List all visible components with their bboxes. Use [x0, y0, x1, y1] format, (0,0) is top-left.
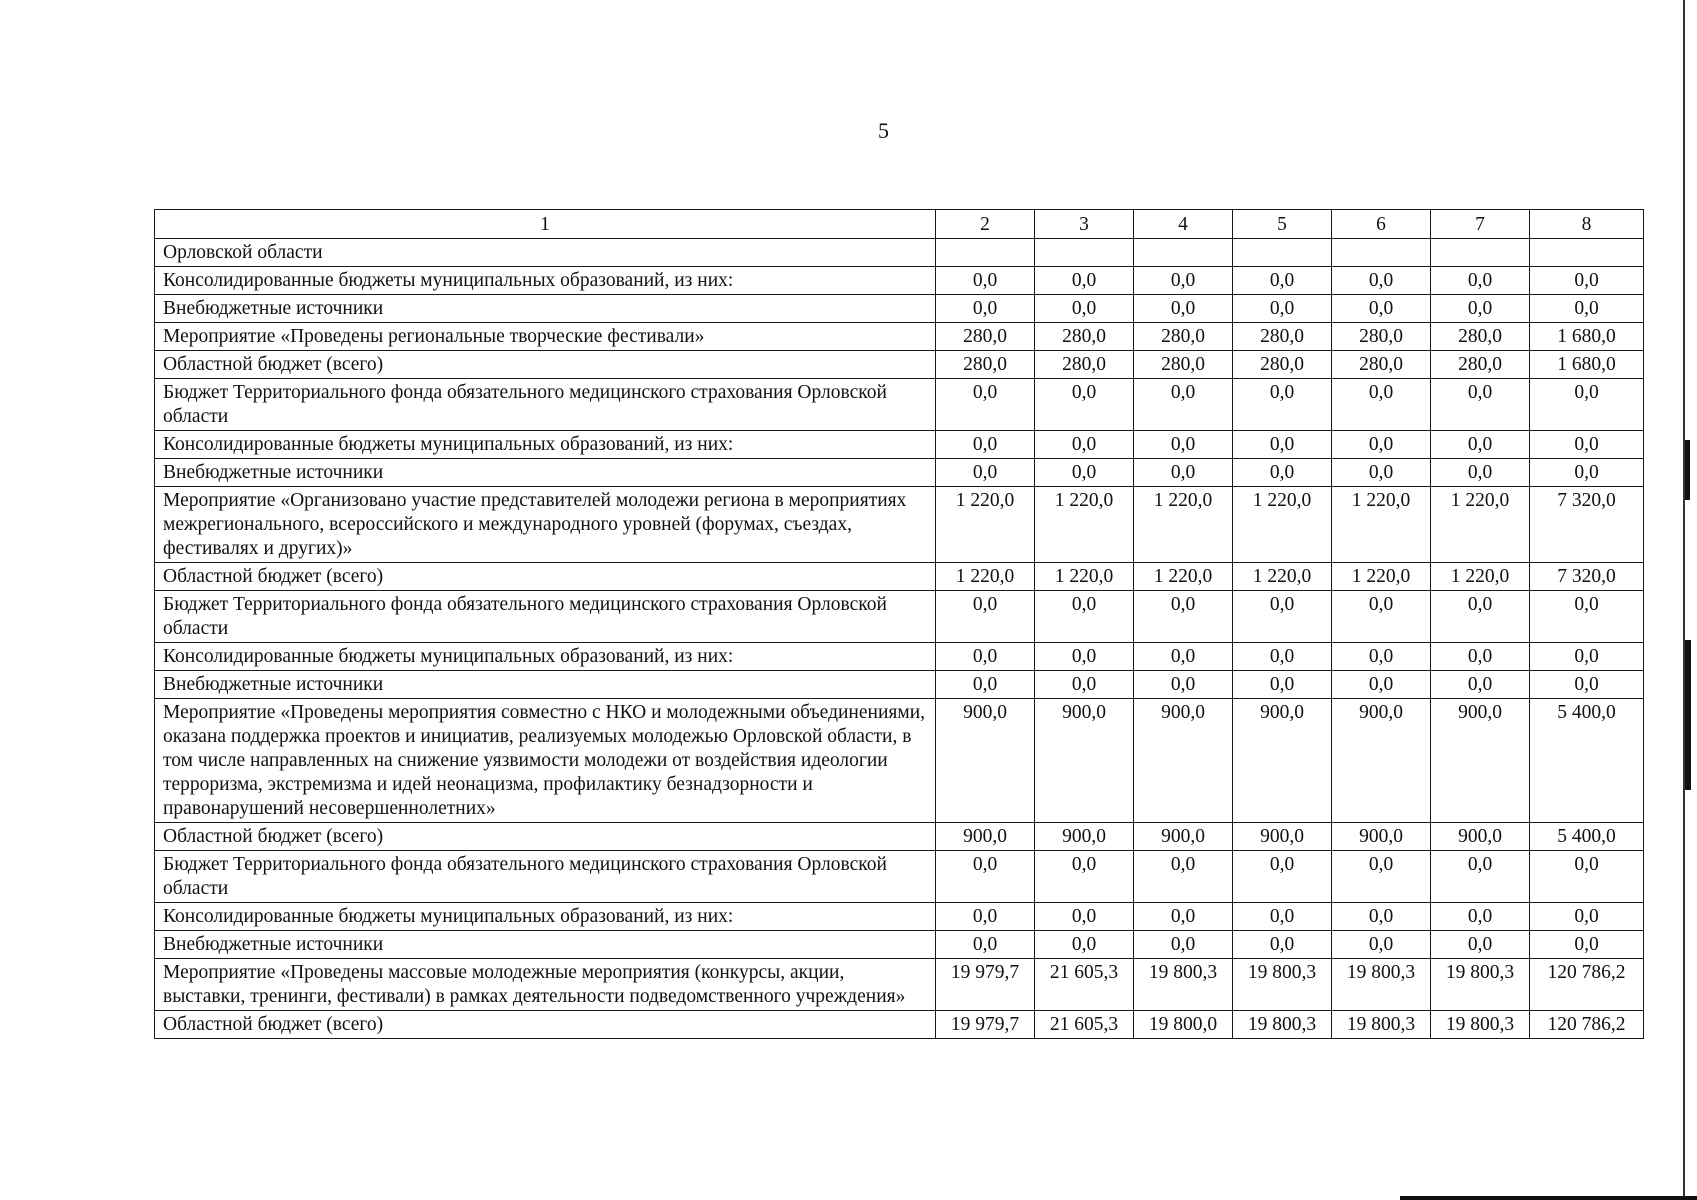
- row-value-col-8: 0,0: [1530, 295, 1644, 323]
- scan-edge-line: [1683, 0, 1685, 1200]
- row-value-col-8: 0,0: [1530, 591, 1644, 643]
- row-value-col-7: 0,0: [1431, 459, 1530, 487]
- row-label: Мероприятие «Проведены региональные творческие фестивали»: [155, 323, 936, 351]
- row-value-col-8: [1530, 239, 1644, 267]
- row-value-col-6: 900,0: [1332, 699, 1431, 823]
- row-value-col-2: 0,0: [936, 903, 1035, 931]
- scan-edge-mark: [1400, 1196, 1697, 1200]
- scan-edge-mark: [1685, 440, 1690, 500]
- table-row: [155, 931, 1644, 959]
- row-value-col-4: 0,0: [1134, 379, 1233, 431]
- row-value-col-4: 900,0: [1134, 699, 1233, 823]
- row-value-col-3: 900,0: [1035, 699, 1134, 823]
- row-value-col-5: 19 800,3: [1233, 1011, 1332, 1039]
- table-row: [155, 903, 1644, 931]
- row-value-col-3: 1 220,0: [1035, 487, 1134, 563]
- row-value-col-4: 19 800,0: [1134, 1011, 1233, 1039]
- table-row: [155, 487, 1644, 563]
- row-label: Мероприятие «Проведены мероприятия совместно с НКО и молодежными объединениями, оказана поддержка проектов и инициатив, реализуемых молодежью Орловской области, в том числе направленных на снижение уязвимости молодежи от воздействия идеологии терроризма, экстремизма и идей неонацизма, профилактику безнадзорности и правонарушений несовершеннолетних»: [155, 699, 936, 823]
- row-value-col-3: 280,0: [1035, 323, 1134, 351]
- row-value-col-8: 0,0: [1530, 431, 1644, 459]
- row-value-col-6: 0,0: [1332, 459, 1431, 487]
- row-value-col-8: 0,0: [1530, 903, 1644, 931]
- row-value-col-7: 900,0: [1431, 699, 1530, 823]
- table-row: [155, 323, 1644, 351]
- row-value-col-6: 0,0: [1332, 295, 1431, 323]
- row-label: Орловской области: [155, 239, 936, 267]
- row-value-col-2: 900,0: [936, 699, 1035, 823]
- row-value-col-4: 0,0: [1134, 671, 1233, 699]
- row-value-col-6: 19 800,3: [1332, 1011, 1431, 1039]
- column-header-3: 3: [1035, 210, 1134, 239]
- column-header-1: 1: [155, 210, 936, 239]
- row-value-col-3: 0,0: [1035, 931, 1134, 959]
- row-label: Бюджет Территориального фонда обязательного медицинского страхования Орловской области: [155, 379, 936, 431]
- row-value-col-5: 19 800,3: [1233, 959, 1332, 1011]
- row-value-col-3: 0,0: [1035, 591, 1134, 643]
- row-value-col-2: 0,0: [936, 459, 1035, 487]
- row-value-col-7: 0,0: [1431, 903, 1530, 931]
- row-value-col-8: 0,0: [1530, 851, 1644, 903]
- row-value-col-2: 900,0: [936, 823, 1035, 851]
- row-value-col-7: 0,0: [1431, 295, 1530, 323]
- row-value-col-4: 280,0: [1134, 323, 1233, 351]
- table-body: [155, 239, 1644, 1039]
- table-row: [155, 851, 1644, 903]
- row-label: Внебюджетные источники: [155, 931, 936, 959]
- row-value-col-8: 5 400,0: [1530, 823, 1644, 851]
- row-value-col-7: [1431, 239, 1530, 267]
- table-row: [155, 351, 1644, 379]
- row-value-col-6: 0,0: [1332, 903, 1431, 931]
- row-value-col-3: 0,0: [1035, 851, 1134, 903]
- row-value-col-3: 0,0: [1035, 643, 1134, 671]
- row-value-col-7: 19 800,3: [1431, 1011, 1530, 1039]
- row-value-col-7: 0,0: [1431, 267, 1530, 295]
- row-value-col-4: 0,0: [1134, 643, 1233, 671]
- row-value-col-5: 1 220,0: [1233, 563, 1332, 591]
- scan-edge-mark: [1685, 640, 1691, 790]
- row-label: Консолидированные бюджеты муниципальных образований, из них:: [155, 267, 936, 295]
- row-value-col-4: 0,0: [1134, 459, 1233, 487]
- row-value-col-4: 0,0: [1134, 851, 1233, 903]
- row-value-col-2: 0,0: [936, 267, 1035, 295]
- row-label: Консолидированные бюджеты муниципальных образований, из них:: [155, 431, 936, 459]
- row-value-col-7: 0,0: [1431, 643, 1530, 671]
- column-header-6: 6: [1332, 210, 1431, 239]
- row-value-col-7: 1 220,0: [1431, 563, 1530, 591]
- row-label: Консолидированные бюджеты муниципальных образований, из них:: [155, 903, 936, 931]
- row-value-col-2: 0,0: [936, 931, 1035, 959]
- row-value-col-5: 0,0: [1233, 295, 1332, 323]
- row-value-col-8: 120 786,2: [1530, 959, 1644, 1011]
- row-value-col-7: 1 220,0: [1431, 487, 1530, 563]
- row-value-col-8: 7 320,0: [1530, 487, 1644, 563]
- row-value-col-2: 0,0: [936, 379, 1035, 431]
- row-value-col-8: 0,0: [1530, 379, 1644, 431]
- column-header-5: 5: [1233, 210, 1332, 239]
- row-value-col-3: 0,0: [1035, 459, 1134, 487]
- row-value-col-5: 0,0: [1233, 267, 1332, 295]
- row-value-col-5: 0,0: [1233, 459, 1332, 487]
- row-value-col-7: 0,0: [1431, 591, 1530, 643]
- row-label: Внебюджетные источники: [155, 671, 936, 699]
- row-value-col-5: 0,0: [1233, 671, 1332, 699]
- row-value-col-5: 0,0: [1233, 431, 1332, 459]
- table-row: [155, 1011, 1644, 1039]
- row-value-col-7: 0,0: [1431, 931, 1530, 959]
- row-value-col-3: 0,0: [1035, 903, 1134, 931]
- row-value-col-2: 0,0: [936, 671, 1035, 699]
- row-value-col-5: 0,0: [1233, 903, 1332, 931]
- row-value-col-5: 900,0: [1233, 823, 1332, 851]
- row-value-col-5: [1233, 239, 1332, 267]
- table-row: [155, 591, 1644, 643]
- column-header-4: 4: [1134, 210, 1233, 239]
- row-value-col-5: 0,0: [1233, 851, 1332, 903]
- row-value-col-6: 0,0: [1332, 671, 1431, 699]
- table-row: [155, 959, 1644, 1011]
- row-value-col-4: 19 800,3: [1134, 959, 1233, 1011]
- row-value-col-6: 280,0: [1332, 323, 1431, 351]
- table-row: [155, 643, 1644, 671]
- table-row: [155, 295, 1644, 323]
- row-label: Областной бюджет (всего): [155, 351, 936, 379]
- row-value-col-4: 0,0: [1134, 267, 1233, 295]
- row-value-col-8: 5 400,0: [1530, 699, 1644, 823]
- row-value-col-5: 0,0: [1233, 379, 1332, 431]
- row-value-col-2: 280,0: [936, 351, 1035, 379]
- row-value-col-5: 900,0: [1233, 699, 1332, 823]
- row-value-col-7: 0,0: [1431, 851, 1530, 903]
- row-value-col-4: [1134, 239, 1233, 267]
- row-value-col-6: 1 220,0: [1332, 487, 1431, 563]
- row-value-col-5: 1 220,0: [1233, 487, 1332, 563]
- row-value-col-4: 280,0: [1134, 351, 1233, 379]
- row-value-col-3: 0,0: [1035, 431, 1134, 459]
- row-value-col-4: 1 220,0: [1134, 487, 1233, 563]
- row-value-col-3: 0,0: [1035, 295, 1134, 323]
- row-value-col-4: 0,0: [1134, 431, 1233, 459]
- row-value-col-7: 900,0: [1431, 823, 1530, 851]
- row-label: Мероприятие «Организовано участие представителей молодежи региона в мероприятиях межрегионального, всероссийского и международного уровней (форумах, съездах, фестивалях и других)»: [155, 487, 936, 563]
- column-header-7: 7: [1431, 210, 1530, 239]
- row-value-col-2: 0,0: [936, 643, 1035, 671]
- row-value-col-8: 0,0: [1530, 267, 1644, 295]
- row-value-col-5: 0,0: [1233, 591, 1332, 643]
- row-value-col-3: 280,0: [1035, 351, 1134, 379]
- table-row: [155, 563, 1644, 591]
- row-value-col-3: 1 220,0: [1035, 563, 1134, 591]
- row-value-col-2: [936, 239, 1035, 267]
- row-label: Областной бюджет (всего): [155, 1011, 936, 1039]
- row-value-col-8: 1 680,0: [1530, 351, 1644, 379]
- row-value-col-8: 120 786,2: [1530, 1011, 1644, 1039]
- row-label: Бюджет Территориального фонда обязательного медицинского страхования Орловской области: [155, 591, 936, 643]
- row-value-col-6: 19 800,3: [1332, 959, 1431, 1011]
- row-value-col-8: 0,0: [1530, 931, 1644, 959]
- row-value-col-4: 0,0: [1134, 295, 1233, 323]
- row-value-col-3: 0,0: [1035, 267, 1134, 295]
- row-value-col-3: 21 605,3: [1035, 959, 1134, 1011]
- row-value-col-2: 1 220,0: [936, 563, 1035, 591]
- row-value-col-6: 0,0: [1332, 379, 1431, 431]
- row-value-col-5: 0,0: [1233, 643, 1332, 671]
- row-value-col-8: 0,0: [1530, 643, 1644, 671]
- row-value-col-8: 0,0: [1530, 671, 1644, 699]
- row-value-col-2: 0,0: [936, 431, 1035, 459]
- row-label: Мероприятие «Проведены массовые молодежные мероприятия (конкурсы, акции, выставки, тренинги, фестивали) в рамках деятельности подведомственного учреждения»: [155, 959, 936, 1011]
- row-value-col-3: 0,0: [1035, 379, 1134, 431]
- table-row: [155, 379, 1644, 431]
- row-label: Внебюджетные источники: [155, 295, 936, 323]
- row-value-col-2: 1 220,0: [936, 487, 1035, 563]
- row-value-col-8: 7 320,0: [1530, 563, 1644, 591]
- budget-table: [154, 209, 1644, 1039]
- row-value-col-6: 1 220,0: [1332, 563, 1431, 591]
- column-header-8: 8: [1530, 210, 1644, 239]
- table-row: [155, 671, 1644, 699]
- row-value-col-6: 0,0: [1332, 851, 1431, 903]
- row-value-col-3: 0,0: [1035, 671, 1134, 699]
- table-row: [155, 267, 1644, 295]
- table-row: [155, 823, 1644, 851]
- row-value-col-6: 0,0: [1332, 431, 1431, 459]
- row-value-col-5: 0,0: [1233, 931, 1332, 959]
- row-label: Бюджет Территориального фонда обязательного медицинского страхования Орловской области: [155, 851, 936, 903]
- row-value-col-6: 0,0: [1332, 267, 1431, 295]
- row-label: Областной бюджет (всего): [155, 563, 936, 591]
- row-value-col-6: [1332, 239, 1431, 267]
- row-value-col-3: 900,0: [1035, 823, 1134, 851]
- row-value-col-3: 21 605,3: [1035, 1011, 1134, 1039]
- row-value-col-4: 0,0: [1134, 931, 1233, 959]
- row-value-col-2: 0,0: [936, 591, 1035, 643]
- row-value-col-8: 0,0: [1530, 459, 1644, 487]
- header-row: [155, 210, 1644, 239]
- row-value-col-2: 280,0: [936, 323, 1035, 351]
- row-label: Областной бюджет (всего): [155, 823, 936, 851]
- row-value-col-2: 19 979,7: [936, 959, 1035, 1011]
- table-row: [155, 459, 1644, 487]
- row-value-col-7: 0,0: [1431, 379, 1530, 431]
- page-number: 5: [878, 118, 889, 143]
- row-value-col-6: 0,0: [1332, 643, 1431, 671]
- row-value-col-6: 280,0: [1332, 351, 1431, 379]
- row-value-col-4: 900,0: [1134, 823, 1233, 851]
- row-label: Консолидированные бюджеты муниципальных образований, из них:: [155, 643, 936, 671]
- row-value-col-6: 0,0: [1332, 931, 1431, 959]
- row-value-col-7: 0,0: [1431, 431, 1530, 459]
- table-row: [155, 239, 1644, 267]
- row-value-col-7: 280,0: [1431, 351, 1530, 379]
- row-value-col-4: 1 220,0: [1134, 563, 1233, 591]
- row-value-col-7: 19 800,3: [1431, 959, 1530, 1011]
- row-value-col-6: 900,0: [1332, 823, 1431, 851]
- table-row: [155, 431, 1644, 459]
- row-value-col-7: 280,0: [1431, 323, 1530, 351]
- row-value-col-8: 1 680,0: [1530, 323, 1644, 351]
- column-header-2: 2: [936, 210, 1035, 239]
- row-value-col-4: 0,0: [1134, 903, 1233, 931]
- row-value-col-4: 0,0: [1134, 591, 1233, 643]
- row-value-col-5: 280,0: [1233, 323, 1332, 351]
- row-value-col-3: [1035, 239, 1134, 267]
- row-value-col-7: 0,0: [1431, 671, 1530, 699]
- row-value-col-2: 0,0: [936, 295, 1035, 323]
- row-value-col-2: 0,0: [936, 851, 1035, 903]
- row-value-col-2: 19 979,7: [936, 1011, 1035, 1039]
- table-row: [155, 699, 1644, 823]
- row-value-col-6: 0,0: [1332, 591, 1431, 643]
- row-label: Внебюджетные источники: [155, 459, 936, 487]
- row-value-col-5: 280,0: [1233, 351, 1332, 379]
